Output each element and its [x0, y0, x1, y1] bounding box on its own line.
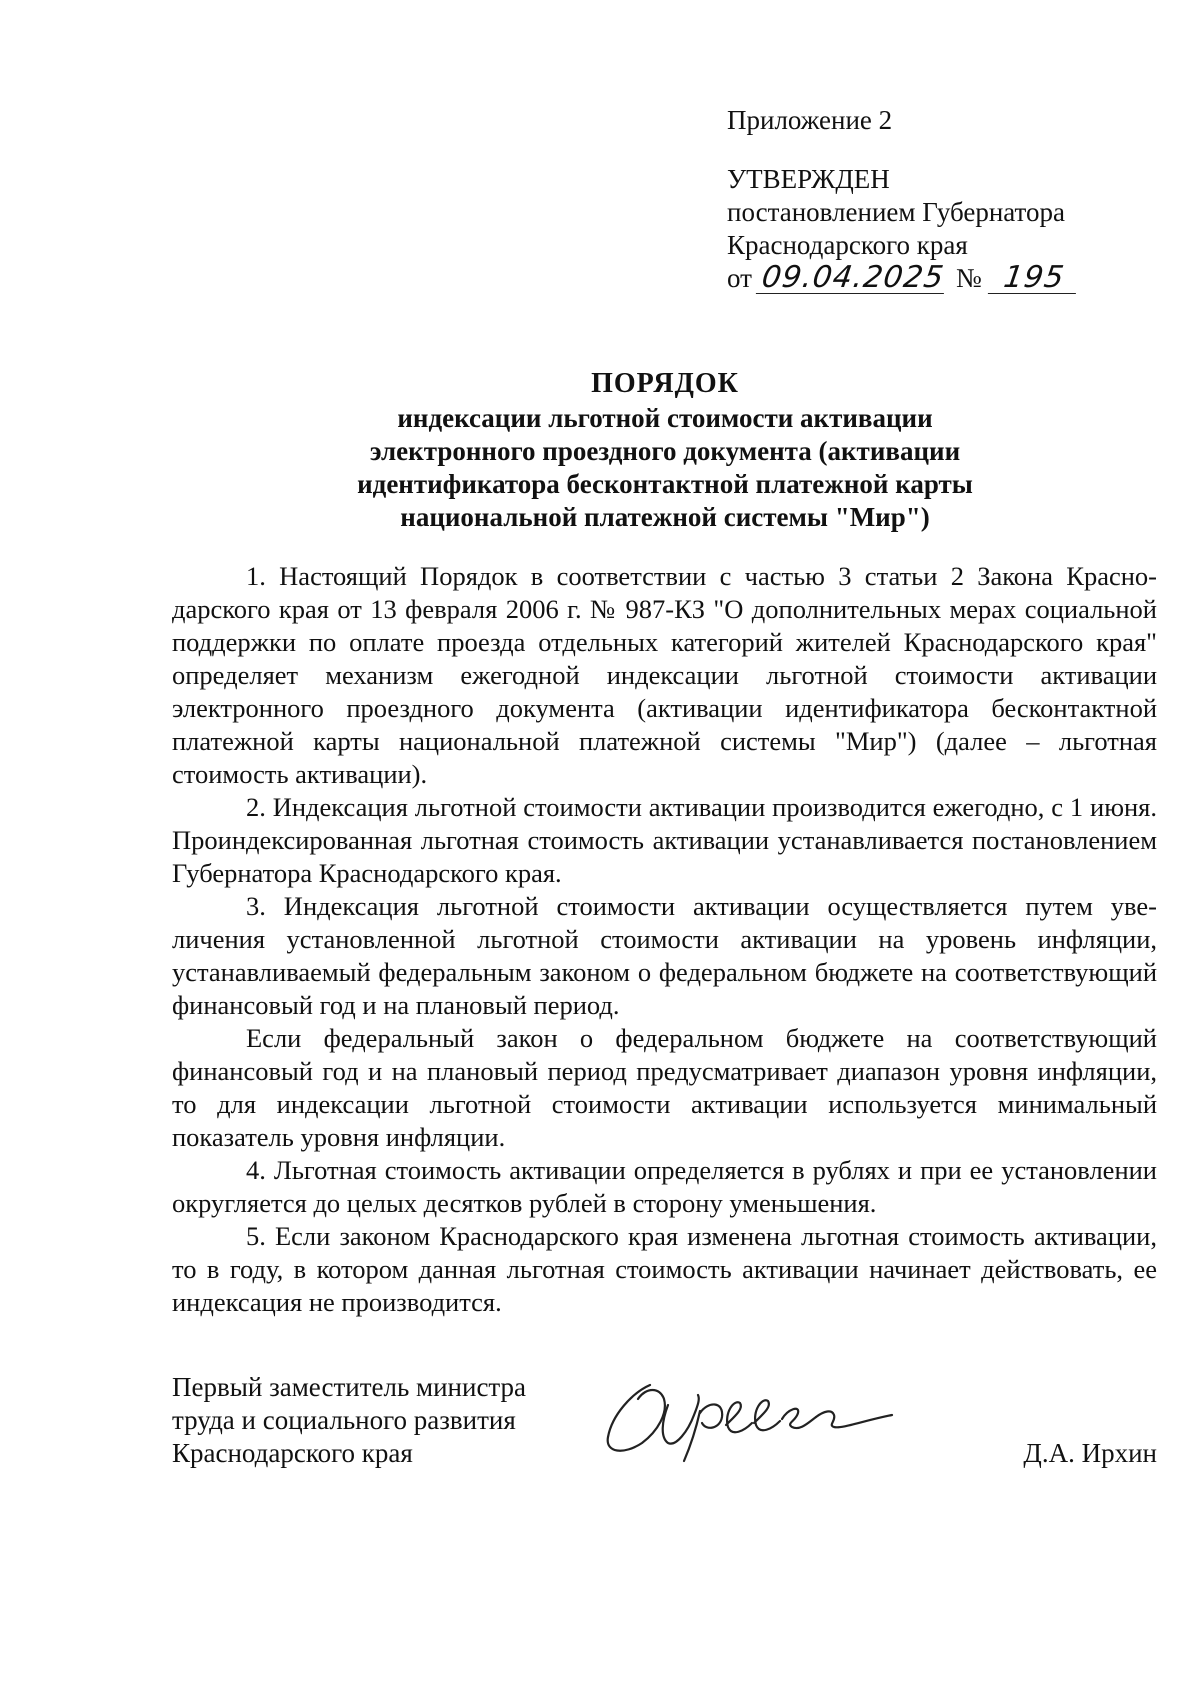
paragraph-2: 2. Индексация льготной стоимости активации производится ежегодно, с 1 июня. Проиндексированная льготная стоимость активации устанавливается постановлением Губернатора Краснодарского края. [172, 792, 1157, 888]
number-sign: № [955, 263, 982, 293]
paragraph-3-continued: Если федеральный закон о федеральном бюджете на соответствующий финансовый год и на плановый период предусматривает диапазон уровня инфляции, то для индексации льготной стоимости активации используется минимальный показатель уровня инфляции. [172, 1023, 1157, 1152]
signatory-position [172, 1371, 526, 1470]
paragraph-5: 5. Если законом Краснодарского края изменена льготная стоимость активации, то в году, в котором данная льготная стоимость активации начинает действовать, ее индексация не производится. [172, 1221, 1157, 1317]
handwritten-number: 195 [988, 263, 1080, 294]
approved-by-line-1: постановлением Губернатора [727, 197, 1065, 227]
from-label: от [727, 263, 752, 293]
paragraph-1: 1. Настоящий Порядок в соответствии с частью 3 статьи 2 Закона Краснодарского края от 13 февраля 2006 г. № 987-КЗ "О дополнительных мерах социальной поддержки по оплате проезда отдельных категорий жителей Краснодарского края" определяет механизм ежегодной индексации льготной стоимости активации электронного проездного документа (активации идентификатора бесконтактной платежной карты национальной платежной системы "Мир") (далее – льготная стоимость активации). [172, 561, 1157, 789]
signatory-name: Д.А. Ирхин [1023, 1438, 1157, 1468]
document-title: ПОРЯДОК [591, 368, 739, 399]
document-subtitle-line-1: индексации льготной стоимости активации [397, 403, 933, 433]
position-line-3: Краснодарского края [172, 1438, 413, 1468]
approval-date-line [727, 262, 1147, 295]
document-body [172, 560, 1157, 1319]
document-title-block [170, 366, 1160, 534]
spacer [727, 137, 1147, 163]
handwritten-signature [572, 1365, 932, 1465]
document-subtitle-line-3: идентификатора бесконтактной платежной карты [357, 469, 973, 499]
paragraph-4: 4. Льготная стоимость активации определяется в рублях и при ее установлении округляется до целых десятков рублей в сторону уменьшения. [172, 1155, 1157, 1218]
paragraph-3: 3. Индексация льготной стоимости активации осуществляется путем увеличения установленной льготной стоимости активации на уровень инфляции, устанавливаемый федеральным законом о федеральном бюджете на соответствующий финансовый год и на плановый период. [172, 891, 1157, 1020]
handwritten-date: 09.04.2025 [756, 263, 948, 294]
position-line-2: труда и социального развития [172, 1405, 516, 1435]
approved-by-line-2: Краснодарского края [727, 230, 968, 260]
approval-stamp-block [727, 104, 1147, 295]
position-line-1: Первый заместитель министра [172, 1372, 527, 1402]
signature-block [172, 1371, 1157, 1481]
document-subtitle-line-4: национальной платежной системы "Мир") [400, 502, 930, 532]
document-subtitle-line-2: электронного проездного документа (активации [369, 436, 961, 466]
approved-label: УТВЕРЖДЕН [727, 164, 890, 194]
appendix-label: Приложение 2 [727, 105, 893, 135]
